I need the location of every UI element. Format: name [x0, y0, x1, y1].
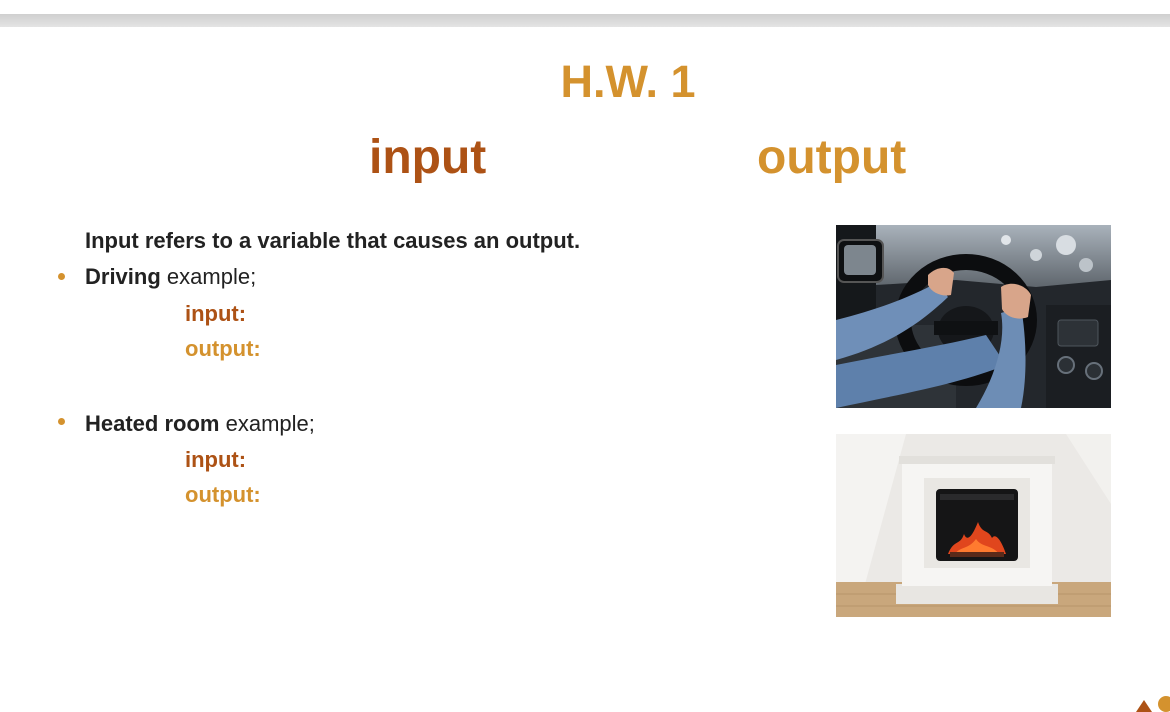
example-title: Driving [85, 264, 161, 289]
electric-fireplace-photo [836, 434, 1111, 617]
example-suffix: example; [160, 264, 257, 289]
input-heading: input [369, 131, 487, 184]
example-driving [85, 264, 256, 290]
output-heading: output [757, 131, 907, 184]
car-steering-wheel-photo [836, 225, 1111, 408]
example-heated-room [85, 411, 315, 437]
window-top-bar [0, 0, 1170, 28]
top-band [0, 14, 1170, 27]
corner-logo-icon [1130, 690, 1170, 712]
example-suffix: example; [219, 411, 315, 436]
intro-text: Input refers to a variable that causes an output. [85, 228, 581, 253]
driving-input-label: input: [185, 301, 247, 326]
example-title: Heated room [85, 411, 220, 436]
room-output-label: output: [185, 482, 261, 507]
room-input-label: input: [185, 447, 247, 472]
bullet-icon [58, 273, 65, 280]
bullet-icon [58, 418, 65, 425]
slide-title: H.W. 1 [560, 56, 696, 107]
driving-output-label: output: [185, 336, 261, 361]
